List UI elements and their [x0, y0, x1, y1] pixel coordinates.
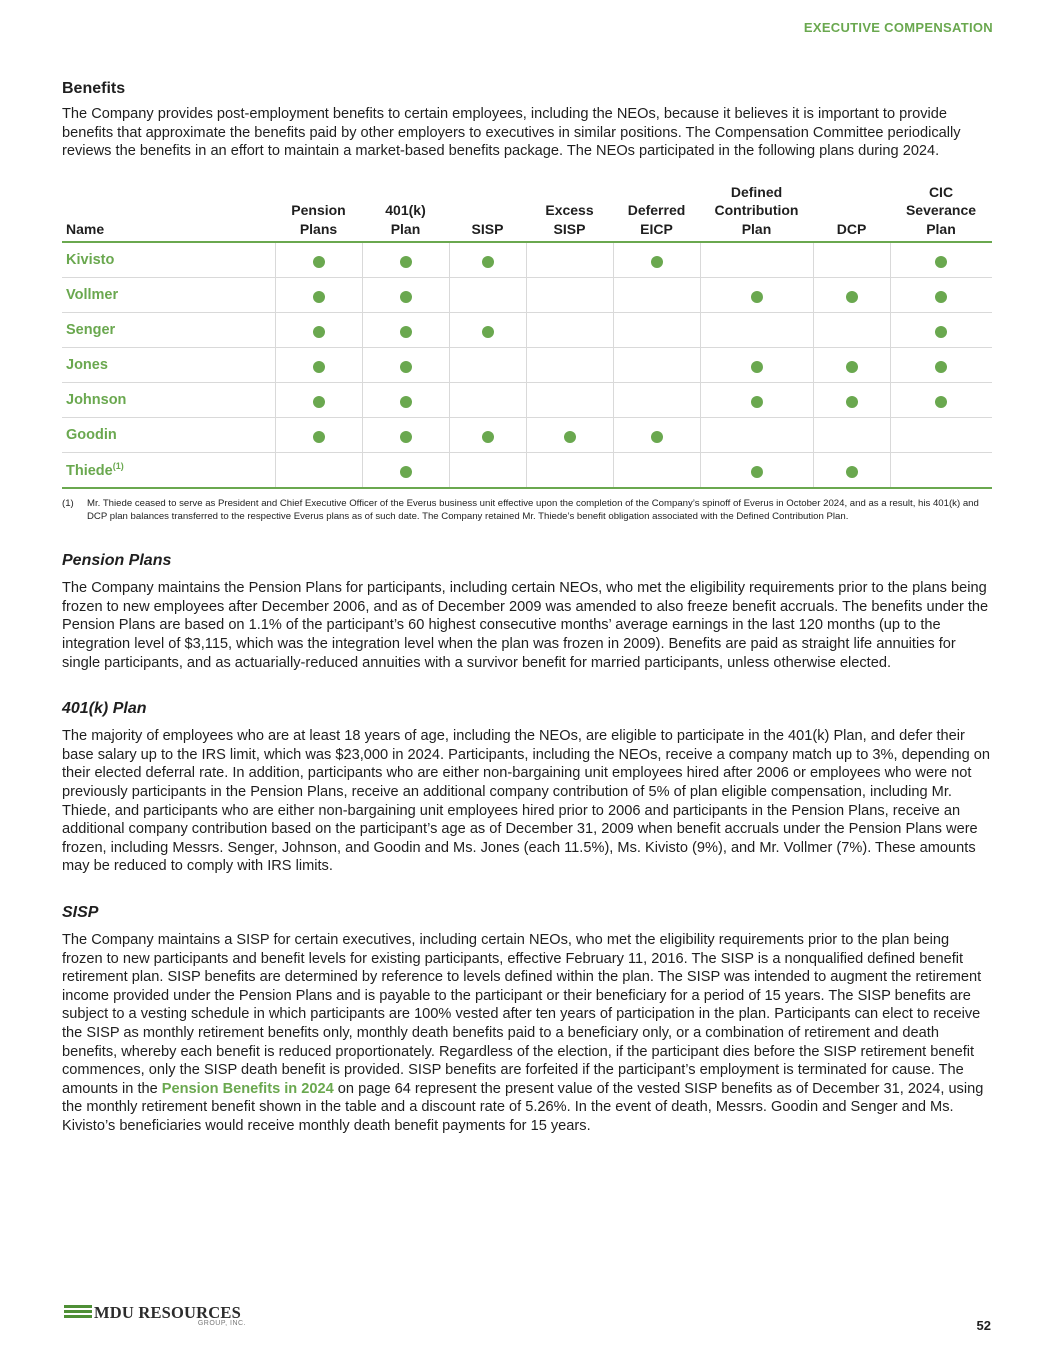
- participation-dot-icon: [751, 361, 763, 373]
- plan-cell: [890, 418, 992, 453]
- pension-benefits-link[interactable]: Pension Benefits in 2024: [161, 1080, 334, 1097]
- sisp-title: SISP: [62, 904, 99, 921]
- logo-subtext: GROUP, INC.: [197, 1320, 246, 1327]
- k401-section: [62, 700, 992, 876]
- plan-cell: [890, 242, 992, 278]
- plan-cell: [813, 453, 890, 489]
- plan-cell: [813, 418, 890, 453]
- participation-dot-icon: [935, 396, 947, 408]
- participation-dot-icon: [751, 466, 763, 478]
- column-header: CIC Severance Plan: [890, 183, 992, 243]
- column-header: Pension Plans: [275, 183, 362, 243]
- column-header: SISP: [449, 183, 526, 243]
- plan-cell: [613, 418, 700, 453]
- plan-cell: [526, 242, 613, 278]
- table-row: [62, 313, 992, 348]
- row-name: Vollmer: [62, 278, 275, 313]
- plan-cell: [275, 313, 362, 348]
- plan-cell: [813, 313, 890, 348]
- participation-dot-icon: [751, 396, 763, 408]
- table-row: [62, 348, 992, 383]
- k401-title: 401(k) Plan: [62, 700, 147, 718]
- participation-dot-icon: [313, 431, 325, 443]
- k401-text: The majority of employees who are at least 18 years of age, including the NEOs, are eligible to participate in the 401(k) Plan, and defer their base salary up to the IRS limit, which was $23,000 in 2024. Participants, including the NEOs, receive a company match up to 3%, depending on their elected deferral rate. In addition, participants who are either non-bargaining unit employees hired after 2006 or employees who were not previously participants in the Pension Plans, receive an additional company contribution of 5% of plan eligible compensation, including Mr. Thiede, and participants who are either non-bargaining unit employees hired prior to 2006 and participants in the Pension Plans, receive an additional company contribution based on the participant’s age as of December 31, 2009 when benefit accruals under the Pension Plans were frozen, including Messrs. Senger, Johnson, and Goodin and Ms. Jones (each 11.5%), Ms. Kivisto (9%), and Mr. Vollmer (7%). These amounts may be reduced to comply with IRS limits.: [62, 728, 991, 875]
- plan-cell: [526, 278, 613, 313]
- participation-dot-icon: [846, 291, 858, 303]
- plan-cell: [449, 348, 526, 383]
- column-header: Defined Contribution Plan: [700, 183, 813, 243]
- plan-cell: [449, 383, 526, 418]
- participation-dot-icon: [313, 256, 325, 268]
- plan-cell: [526, 453, 613, 489]
- plan-cell: [700, 348, 813, 383]
- column-header-name: Name: [62, 183, 275, 243]
- plan-cell: [613, 348, 700, 383]
- plan-cell: [813, 348, 890, 383]
- plan-cell: [526, 383, 613, 418]
- plan-cell: [449, 453, 526, 489]
- pension-section: [62, 552, 992, 672]
- plan-cell: [613, 313, 700, 348]
- participation-dot-icon: [935, 256, 947, 268]
- plan-cell: [362, 348, 449, 383]
- plan-cell: [613, 242, 700, 278]
- participation-dot-icon: [935, 326, 947, 338]
- table-row: [62, 453, 992, 489]
- participation-dot-icon: [482, 431, 494, 443]
- participation-dot-icon: [313, 396, 325, 408]
- plan-cell: [813, 278, 890, 313]
- section-header: EXECUTIVE COMPENSATION: [803, 20, 993, 35]
- benefits-title: Benefits: [62, 80, 126, 97]
- table-header-row: [62, 183, 992, 243]
- participation-dot-icon: [313, 361, 325, 373]
- plan-cell: [362, 453, 449, 489]
- sisp-text: The Company maintains a SISP for certain executives, including certain NEOs, who met the eligibility requirements prior to the plan being frozen to new participants and benefit levels for existing participants, effective February 11, 2016. The SISP is a nonqualified defined benefit retirement plan. SISP benefits are determined by reference to levels defined within the plan. The SISP was intended to augment the retirement income provided under the Pension Plans and is payable to the participant or their beneficiary for a period of 15 years. The SISP benefits are subject to a vesting schedule in which participants are 100% vested after ten years of participation in the plan. Participants can elect to receive the SISP as monthly retirement benefits only, monthly death benefits paid to a beneficiary only, or a combination of retirement and death benefits, whereby each benefit is reduced proportionately. Regardless of the election, if the participant dies before the SISP retirement benefit commences, only the SISP death benefit is provided. SISP benefits are forfeited if the participant’s employment is terminated for cause. The amounts in the Pension Benefits in 2024 on page 64 represent the present value of the vested SISP benefits as of December 31, 2024, using the monthly retirement benefit shown in the table and a discount rate of 5.26%. In the event of death, Messrs. Goodin and Senger and Ms. Kivisto’s beneficiaries would receive monthly death benefit payments for 15 years.: [62, 932, 984, 1134]
- row-name: Kivisto: [62, 242, 275, 278]
- participation-dot-icon: [400, 361, 412, 373]
- plan-cell: [362, 278, 449, 313]
- company-logo: [64, 1303, 246, 1333]
- plan-cell: [275, 348, 362, 383]
- pension-title: Pension Plans: [62, 552, 172, 570]
- plan-cell: [275, 383, 362, 418]
- plan-cell: [275, 418, 362, 453]
- footnote-mark: (1): [62, 498, 74, 510]
- row-name: Senger: [62, 313, 275, 348]
- participation-dot-icon: [651, 256, 663, 268]
- plan-cell: [890, 383, 992, 418]
- pension-text: The Company maintains the Pension Plans for participants, including certain NEOs, who met the eligibility requirements prior to the plans being frozen to new employees after December 2006, and as of December 2009 was amended to also freeze benefit accruals. The benefits under the Pension Plans are based on 1.1% of the participant’s 60 highest consecutive months’ average earnings in the last 120 months (up to the integration level of $3,115, which was the integration level when the plan was frozen in 2009). Benefits are paid as straight life annuities for single participants, and as actuarially-reduced annuities with a survivor benefit for married participants, unless otherwise elected.: [62, 580, 989, 671]
- plan-cell: [275, 278, 362, 313]
- participation-dot-icon: [400, 291, 412, 303]
- logo-mark-icon: [64, 1305, 92, 1319]
- plan-cell: [526, 313, 613, 348]
- plan-cell: [613, 453, 700, 489]
- participation-dot-icon: [846, 396, 858, 408]
- table-body: [62, 242, 992, 488]
- column-header: Excess SISP: [526, 183, 613, 243]
- plan-cell: [362, 313, 449, 348]
- participation-dot-icon: [400, 256, 412, 268]
- plan-cell: [890, 348, 992, 383]
- plan-cell: [700, 313, 813, 348]
- plan-cell: [813, 242, 890, 278]
- plan-cell: [890, 313, 992, 348]
- plan-cell: [362, 383, 449, 418]
- sisp-section: [62, 904, 992, 1136]
- page-number: 52: [976, 1318, 991, 1333]
- table-row: [62, 418, 992, 453]
- plan-cell: [449, 242, 526, 278]
- row-name: Thiede$^{(1)}$: [62, 453, 275, 489]
- participation-dot-icon: [935, 361, 947, 373]
- plan-cell: [362, 418, 449, 453]
- column-header: 401(k) Plan: [362, 183, 449, 243]
- participation-dot-icon: [313, 291, 325, 303]
- table-footnote: [62, 497, 992, 523]
- table-row: [62, 278, 992, 313]
- participation-dot-icon: [482, 256, 494, 268]
- plan-cell: [362, 242, 449, 278]
- participation-dot-icon: [400, 326, 412, 338]
- plan-cell: [449, 313, 526, 348]
- participation-dot-icon: [400, 466, 412, 478]
- table-row: [62, 383, 992, 418]
- plan-cell: [613, 278, 700, 313]
- plan-cell: [890, 278, 992, 313]
- plan-cell: [613, 383, 700, 418]
- benefits-table: [62, 183, 992, 490]
- plan-cell: [700, 383, 813, 418]
- footnote-text: Mr. Thiede ceased to serve as President and Chief Executive Officer of the Everus business unit effective upon the completion of the Company’s spinoff of Everus in October 2024, and as a result, his 401(k) and DCP plan balances transferred to the respective Everus plans as of such date. The Company retained Mr. Thiede’s benefit obligation associated with the Defined Contribution Plan.: [87, 498, 979, 523]
- participation-dot-icon: [846, 361, 858, 373]
- participation-dot-icon: [400, 396, 412, 408]
- plan-cell: [449, 278, 526, 313]
- participation-dot-icon: [651, 431, 663, 443]
- participation-dot-icon: [935, 291, 947, 303]
- plan-cell: [700, 453, 813, 489]
- plan-cell: [813, 383, 890, 418]
- participation-dot-icon: [751, 291, 763, 303]
- plan-cell: [700, 278, 813, 313]
- participation-dot-icon: [482, 326, 494, 338]
- row-name: Goodin: [62, 418, 275, 453]
- participation-dot-icon: [313, 326, 325, 338]
- plan-cell: [275, 453, 362, 489]
- table-row: [62, 242, 992, 278]
- plan-cell: [700, 242, 813, 278]
- participation-dot-icon: [564, 431, 576, 443]
- benefits-intro: The Company provides post-employment benefits to certain employees, including the NEOs, because it believes it is important to provide benefits that approximate the benefits paid by other employers to executives in similar positions. The Compensation Committee periodically reviews the benefits in an effort to maintain a market-based benefits package. The NEOs participated in the following plans during 2024.: [62, 106, 961, 160]
- participation-dot-icon: [846, 466, 858, 478]
- row-name: Jones: [62, 348, 275, 383]
- row-name: Johnson: [62, 383, 275, 418]
- plan-cell: [449, 418, 526, 453]
- logo-text: MDU RESOURCES: [94, 1303, 241, 1322]
- plan-cell: [526, 418, 613, 453]
- column-header: Deferred EICP: [613, 183, 700, 243]
- plan-cell: [526, 348, 613, 383]
- plan-cell: [890, 453, 992, 489]
- column-header: DCP: [813, 183, 890, 243]
- participation-dot-icon: [400, 431, 412, 443]
- plan-cell: [700, 418, 813, 453]
- plan-cell: [275, 242, 362, 278]
- main-content: [62, 80, 992, 1136]
